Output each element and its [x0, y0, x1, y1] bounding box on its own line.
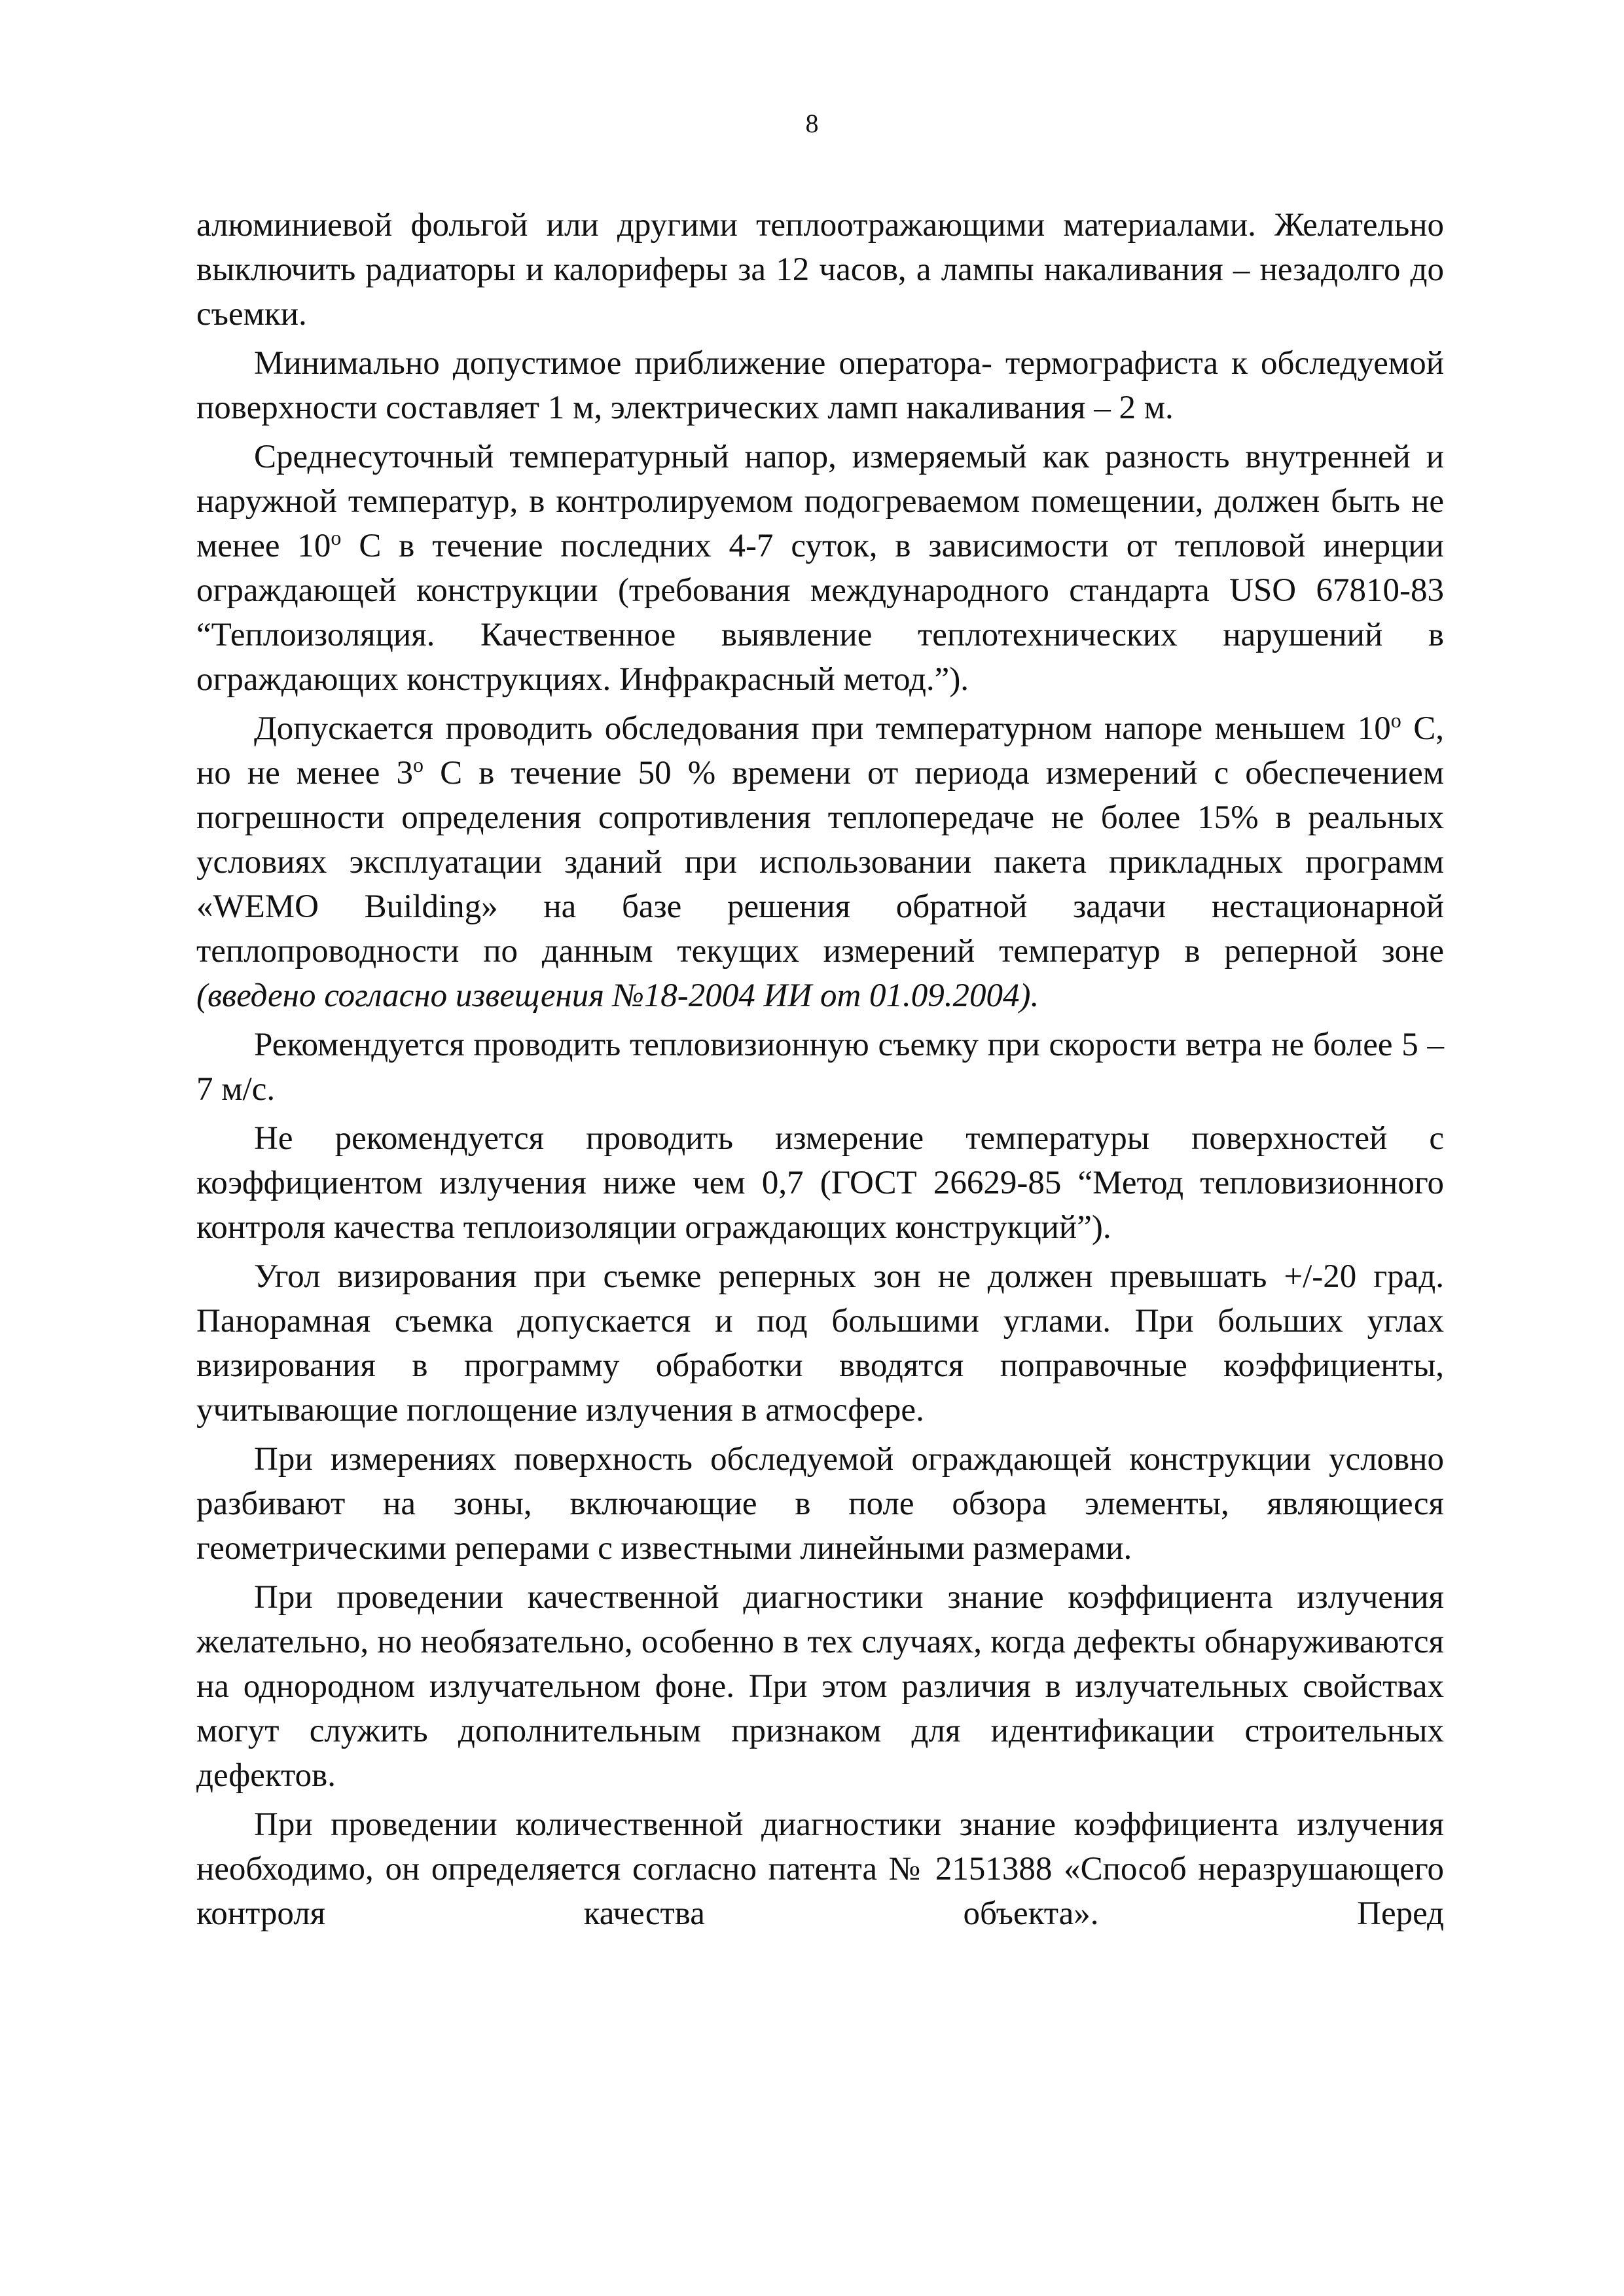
paragraph-8: При измерениях поверхность обследуемой ограждающей конструкции условно разбивают на зоны, включающие в поле обзора элементы, являющиеся геометрическими реперами с известными линейными размерами. [196, 1441, 1444, 1567]
paragraph-4-text-c: С в течение 50 % времени от периода измерений с обеспечением погрешности определения сопротивления теплопередаче не более 15% в реальных условиях эксплуатации зданий при использовании пакета прикладных программ «WEMO Building» на базе решения обратной задачи нестационарной теплопроводности по данным текущих измерений температур в реперной зоне [196, 755, 1444, 970]
paragraph-3-text-b: С в течение последних 4-7 суток, в зависимости от тепловой инерции ограждающей конструкции (требования международного стандарта USO 67810-83 “Теплоизоляция. Качественное выявление теплотехнических нарушений в ограждающих конструкциях. Инфракрасный метод.”). [196, 528, 1444, 698]
paragraph-1: алюминиевой фольгой или другими теплоотражающими материалами. Желательно выключить радиаторы и калориферы за 12 часов, а лампы накаливания – незадолго до съемки. [196, 207, 1444, 333]
paragraph-9: При проведении качественной диагностики знание коэффициента излучения желательно, но необязательно, особенно в тех случаях, когда дефекты обнаруживаются на однородном излучательном фоне. При этом различия в излучательных свойствах могут служить дополнительным признаком для идентификации строительных дефектов. [196, 1579, 1444, 1794]
degree-superscript: o [1390, 708, 1401, 732]
degree-superscript: o [331, 526, 342, 549]
paragraph-4-text-a: Допускается проводить обследования при температурном напоре меньшем 10 [254, 710, 1391, 747]
paragraph-3 [196, 435, 1444, 702]
paragraph-4-text-b: С, но не менее 3 [196, 710, 1444, 792]
paragraph-7: Угол визирования при съемке реперных зон не должен превышать +/-20 град. Панорамная съемка допускается и под большими углами. При больших углах визирования в программу обработки вводятся поправочные коэффициенты, учитывающие поглощение излучения в атмосфере. [196, 1258, 1444, 1429]
body-text [196, 203, 1444, 1936]
paragraph-4 [196, 706, 1444, 1018]
paragraph-5: Рекомендуется проводить тепловизионную съемку при скорости ветра не более 5 – 7 м/с. [196, 1027, 1444, 1108]
amendment-note: (введено согласно извещения №18-2004 ИИ от 01.09.2004). [196, 977, 1039, 1014]
paragraph-10: При проведении количественной диагностики знание коэффициента излучения необходимо, он определяется согласно патента № 2151388 «Способ неразрушающего контроля качества объекта». Перед [196, 1806, 1444, 1932]
paragraph-6: Не рекомендуется проводить измерение температуры поверхностей с коэффициентом излучения ниже чем 0,7 (ГОСТ 26629-85 “Метод тепловизионного контроля качества теплоизоляции ограждающих конструкций”). [196, 1120, 1444, 1246]
page-number: 8 [805, 109, 819, 138]
paragraph-3-text-a: Среднесуточный температурный напор, измеряемый как разность внутренней и наружной температур, в контролируемом подогреваемом помещении, должен быть не менее 10 [196, 439, 1444, 564]
paragraph-2: Минимально допустимое приближение оператора- термографиста к обследуемой поверхности составляет 1 м, электрических ламп накаливания – 2 м. [196, 345, 1444, 426]
degree-superscript: o [413, 753, 424, 776]
